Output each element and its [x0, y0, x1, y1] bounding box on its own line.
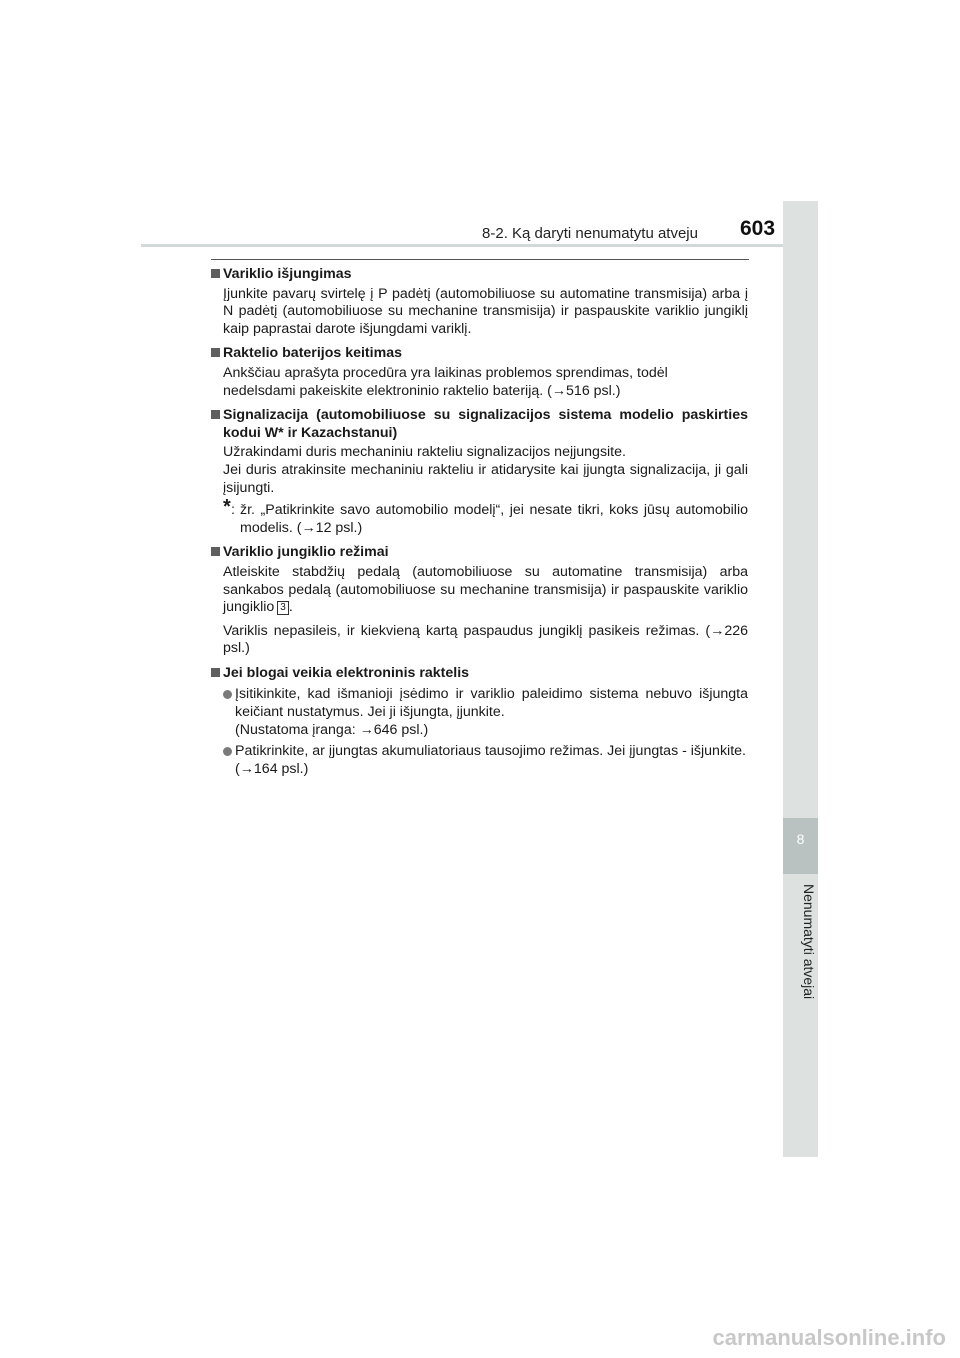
content-top-rule: [211, 259, 749, 260]
paragraph-line: Ankščiau aprašyta procedūra yra laikinas problemos sprendimas, todėl: [223, 364, 668, 381]
paragraph: [223, 365, 748, 400]
section-heading: [211, 407, 748, 442]
section-heading: [211, 266, 748, 284]
section-switch-modes: [211, 544, 748, 658]
side-tab-label: Nenumatyti atvejai: [801, 884, 817, 1000]
paragraph-end: .: [288, 599, 293, 616]
section-heading: [211, 345, 748, 363]
list-item-text: Patikrinkite, ar įjungtas akumuliatoriaus tausojimo režimas. Jei įjungtas - išjunkite.: [235, 743, 746, 760]
paragraph: [223, 444, 748, 497]
page-content: [211, 266, 748, 785]
side-tab: [783, 201, 818, 1157]
square-bullet-icon: [211, 668, 220, 677]
page-number: 603: [740, 217, 776, 240]
footnote-text: žr. „Patikrinkite savo automobilio modelį“, jei nesate tikri, koks jūsų automobilio modelis. (→12 psl.): [240, 502, 748, 536]
footnote-colon: :: [231, 502, 235, 519]
section-key-malfunction: [211, 665, 748, 779]
section-heading: [211, 544, 748, 562]
paragraph-line: Užrakindami duris mechaniniu rakteliu signalizacijos neįjungsite.: [223, 444, 626, 461]
paragraph-text: Atleiskite stabdžių pedalą (automobiliuose su automatine transmisija) arba sankabos pedalą (automobiliuose su mechanine transmisija) ir paspauskite variklio jungiklio: [223, 563, 748, 616]
list-item-text: Įsitikinkite, kad išmanioji įsėdimo ir variklio paleidimo sistema nebuvo išjungta keičiant nustatymus. Jei ji išjungta, įjunkite.: [235, 686, 748, 721]
paragraph: Įjunkite pavarų svirtelę į P padėtį (automobiliuose su automatine transmisija) arba į N padėtį (automobiliuose su mechanine transmisija) ir paspauskite variklio jungiklį kaip paprastai darote išjungdami variklį.: [223, 285, 748, 337]
square-bullet-icon: [211, 547, 220, 556]
section-alarm: [211, 407, 748, 537]
heading-text: Variklio išjungimas: [223, 266, 352, 282]
paragraph: [223, 564, 748, 617]
paragraph-line: nedelsdami pakeiskite elektroninio raktelio bateriją. (→516 psl.): [223, 382, 621, 399]
heading-text: Signalizacija (automobiliuose su signalizacijos sistema modelio paskirties kodui W* ir Kazachstanui): [223, 407, 748, 441]
footnote-star: *: [223, 496, 231, 519]
header-section-title: 8-2. Ką daryti nenumatytu atveju: [482, 225, 698, 242]
heading-text: Jei blogai veikia elektroninis raktelis: [223, 664, 470, 681]
section-heading: [211, 665, 748, 683]
square-bullet-icon: [211, 348, 220, 357]
section-key-battery: [211, 345, 748, 400]
step-number-box: 3: [277, 601, 289, 615]
list-item: [223, 686, 748, 739]
round-bullet-icon: [223, 747, 232, 756]
list-item: [223, 743, 748, 778]
section-engine-stop: [211, 266, 748, 338]
footnote: [223, 496, 748, 537]
heading-text: Raktelio baterijos keitimas: [223, 345, 402, 362]
paragraph: Variklis nepasileis, ir kiekvieną kartą paspaudus jungiklį pasikeis režimas. (→226 psl.): [223, 622, 748, 657]
paragraph-line: Jei duris atrakinsite mechaniniu rakteliu ir atidarysite kai įjungta signalizacija, ji gali įsijungti.: [223, 461, 748, 496]
square-bullet-icon: [211, 269, 220, 278]
side-tab-number: 8: [783, 818, 818, 874]
round-bullet-icon: [223, 690, 232, 699]
list-item-text: (Nustatoma įranga: →646 psl.): [235, 721, 429, 738]
heading-text: Variklio jungiklio režimai: [223, 544, 389, 561]
square-bullet-icon: [211, 410, 220, 419]
watermark: carmanualsonline.info: [712, 1325, 946, 1350]
list-item-text: (→164 psl.): [235, 760, 309, 777]
header-rule: [141, 244, 818, 247]
